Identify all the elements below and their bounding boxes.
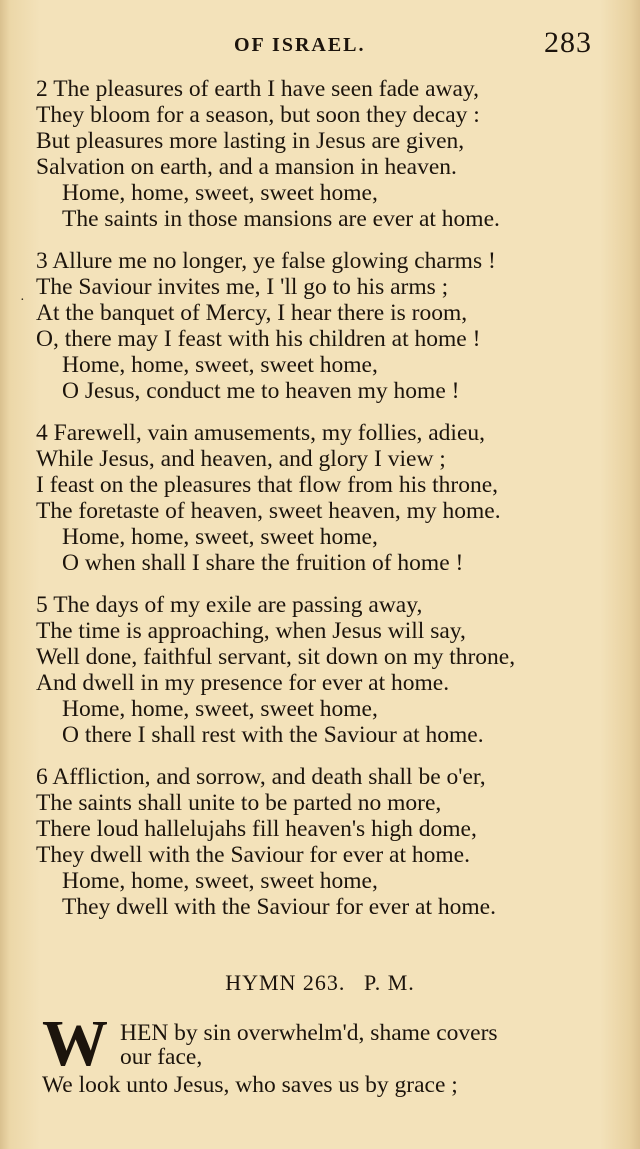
verse-line: 4 Farewell, vain amusements, my follies, adieu,	[36, 420, 486, 446]
margin-mark: ·	[20, 293, 25, 308]
verse-line: They dwell with the Saviour for ever at home.	[36, 842, 470, 868]
hymn-line: We look unto Jesus, who saves us by grace ;	[42, 1072, 458, 1098]
refrain-line: Home, home, sweet, sweet home,	[62, 352, 378, 378]
hymn-meter: P. M.	[363, 970, 415, 995]
verse-line: The foretaste of heaven, sweet heaven, my home.	[36, 498, 501, 524]
verse-line: 3 Allure me no longer, ye false glowing charms !	[36, 248, 496, 274]
refrain-line: Home, home, sweet, sweet home,	[62, 180, 378, 206]
verse-line: 2 The pleasures of earth I have seen fade away,	[36, 76, 480, 102]
verse	[0, 248, 640, 404]
verse-line: Salvation on earth, and a mansion in heaven.	[36, 154, 457, 180]
verse-line: O, there may I feast with his children at home !	[36, 326, 481, 352]
verse-line: I feast on the pleasures that flow from his throne,	[36, 472, 499, 498]
hymn-heading	[0, 970, 640, 996]
verse-line: And dwell in my presence for ever at home.	[36, 670, 450, 696]
verse	[0, 420, 640, 576]
verse-line: 5 The days of my exile are passing away,	[36, 592, 423, 618]
page-number: 283	[544, 26, 592, 59]
refrain-line: Home, home, sweet, sweet home,	[62, 524, 378, 550]
hymn-number: HYMN 263.	[225, 970, 346, 995]
verse-line: But pleasures more lasting in Jesus are given,	[36, 128, 465, 154]
verse-line: The time is approaching, when Jesus will say,	[36, 618, 466, 644]
page-header	[0, 26, 640, 66]
verse-line: 6 Affliction, and sorrow, and death shall be o'er,	[36, 764, 486, 790]
drop-cap: W	[42, 1007, 108, 1080]
verse-line: There loud hallelujahs fill heaven's high dome,	[36, 816, 477, 842]
refrain-line: Home, home, sweet, sweet home,	[62, 868, 378, 894]
hymn-verses	[0, 76, 640, 936]
refrain-line: O there I shall rest with the Saviour at home.	[62, 722, 484, 748]
running-title: OF ISRAEL.	[234, 34, 366, 56]
verse-line: The saints shall unite to be parted no more,	[36, 790, 442, 816]
verse	[0, 592, 640, 748]
refrain-line: O when shall I share the fruition of home !	[62, 550, 464, 576]
verse-line: While Jesus, and heaven, and glory I view ;	[36, 446, 446, 472]
verse	[0, 764, 640, 920]
refrain-line: Home, home, sweet, sweet home,	[62, 696, 378, 722]
verse-line: Well done, faithful servant, sit down on my throne,	[36, 644, 516, 670]
hymn-line: our face,	[120, 1044, 203, 1070]
verse-line: At the banquet of Mercy, I hear there is room,	[36, 300, 468, 326]
verse-line: The Saviour invites me, I 'll go to his arms ;	[36, 274, 449, 300]
refrain-line: The saints in those mansions are ever at home.	[62, 206, 500, 232]
hymn-line: HEN by sin overwhelm'd, shame covers	[120, 1020, 498, 1046]
verse-line: They bloom for a season, but soon they decay :	[36, 102, 480, 128]
refrain-line: O Jesus, conduct me to heaven my home !	[62, 378, 460, 404]
verse	[0, 76, 640, 232]
refrain-line: They dwell with the Saviour for ever at home.	[62, 894, 496, 920]
